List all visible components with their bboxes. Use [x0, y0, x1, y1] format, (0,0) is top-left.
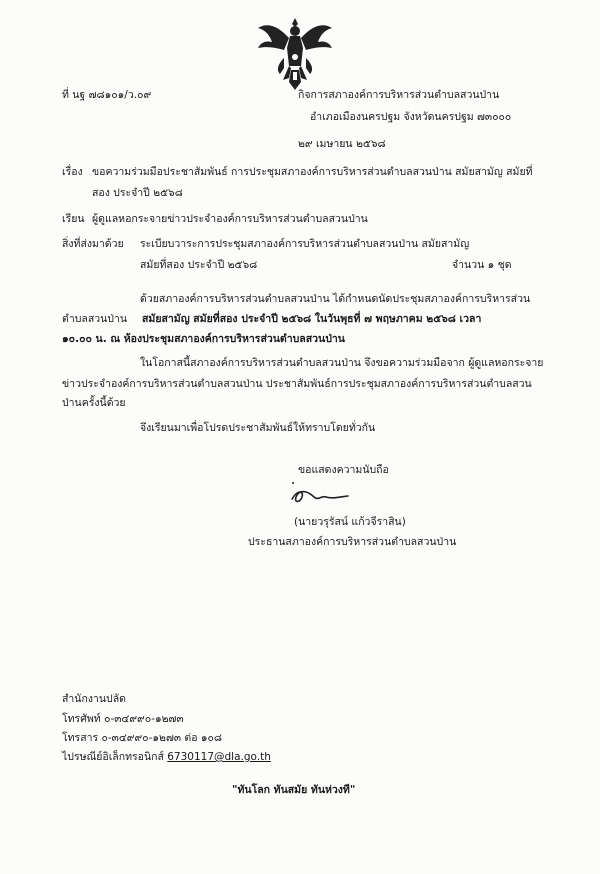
organization-address: อำเภอเมืองนครปฐม จังหวัดนครปฐม ๗๓๐๐๐	[310, 111, 512, 123]
email-link[interactable]: 6730117@dla.go.th	[167, 751, 271, 763]
organization-name: กิจการสภาองค์การบริหารส่วนตำบลสวนป่าน	[298, 89, 500, 101]
recipient-label: เรียน	[62, 213, 85, 225]
office-name: สำนักงานปลัด	[62, 693, 126, 705]
paragraph-2-line-3: ป่านครั้งนี้ด้วย	[62, 397, 126, 409]
paragraph-1-line-1: ด้วยสภาองค์การบริหารส่วนตำบลสวนป่าน ได้กำหนดนัดประชุมสภาองค์การบริหารส่วน	[140, 293, 531, 305]
paragraph-2-line-1: ในโอกาสนี้สภาองค์การบริหารส่วนตำบลสวนป่าน จึงขอความร่วมมือจาก ผู้ดูแลหอกระจาย	[140, 357, 544, 369]
email-row	[62, 750, 271, 764]
paragraph-3: จึงเรียนมาเพื่อโปรดประชาสัมพันธ์ให้ทราบโดยทั่วกัน	[140, 422, 376, 434]
enclosure-quantity: จำนวน ๑ ชุด	[452, 259, 512, 271]
slogan: "ทันโลก ทันสมัย ทันห่วงที"	[232, 784, 356, 796]
paragraph-1-meeting-details: สมัยสามัญ สมัยที่สอง ประจำปี ๒๕๖๘ ในวันพุธที่ ๗ พฤษภาคม ๒๕๖๘ เวลา	[142, 313, 482, 325]
signature-mark	[288, 479, 352, 509]
fax-number: โทรสาร ๐-๓๔๙๙๐-๑๒๗๓ ต่อ ๑๐๘	[62, 732, 223, 744]
enclosure-line-2: สมัยที่สอง ประจำปี ๒๕๖๘	[140, 259, 258, 271]
enclosure-line-1: ระเบียบวาระการประชุมสภาองค์การบริหารส่วนตำบลสวนป่าน สมัยสามัญ	[140, 238, 470, 250]
enclosure-label: สิ่งที่ส่งมาด้วย	[62, 238, 124, 250]
reference-number: ที่ นฐ ๗๘๑๐๑/ว.๐๙	[62, 89, 152, 101]
signatory-position: ประธานสภาองค์การบริหารส่วนตำบลสวนป่าน	[248, 536, 457, 548]
phone-number: โทรศัพท์ ๐-๓๔๙๙๐-๑๒๗๓	[62, 713, 184, 725]
subject-line-1: ขอความร่วมมือประชาสัมพันธ์ การประชุมสภาองค์การบริหารส่วนตำบลสวนป่าน สมัยสามัญ สมัยที่	[92, 166, 533, 178]
paragraph-2-line-2: ข่าวประจำองค์การบริหารส่วนตำบลสวนป่าน ประชาสัมพันธ์การประชุมสภาองค์การบริหารส่วนตำบลสวน	[62, 378, 532, 390]
subject-line-2: สอง ประจำปี ๒๕๖๘	[92, 187, 183, 199]
subject-label: เรื่อง	[62, 166, 83, 178]
paragraph-1-line-2-start: ตำบลสวนป่าน	[62, 313, 128, 325]
recipient-text: ผู้ดูแลหอกระจายข่าวประจำองค์การบริหารส่วนตำบลสวนป่าน	[92, 213, 368, 225]
email-label: ไปรษณีย์อิเล็กทรอนิกส์	[62, 751, 164, 763]
garuda-emblem-icon	[254, 14, 336, 96]
signatory-name: (นายวรุรัสน์ แก้วจีราสิน)	[294, 516, 406, 528]
paragraph-1-meeting-time: ๑๐.๐๐ น. ณ ห้องประชุมสภาองค์การบริหารส่วนตำบลสวนป่าน	[62, 333, 345, 345]
closing-salutation: ขอแสดงความนับถือ	[298, 464, 389, 476]
letter-date: ๒๙ เมษายน ๒๕๖๘	[298, 138, 386, 150]
